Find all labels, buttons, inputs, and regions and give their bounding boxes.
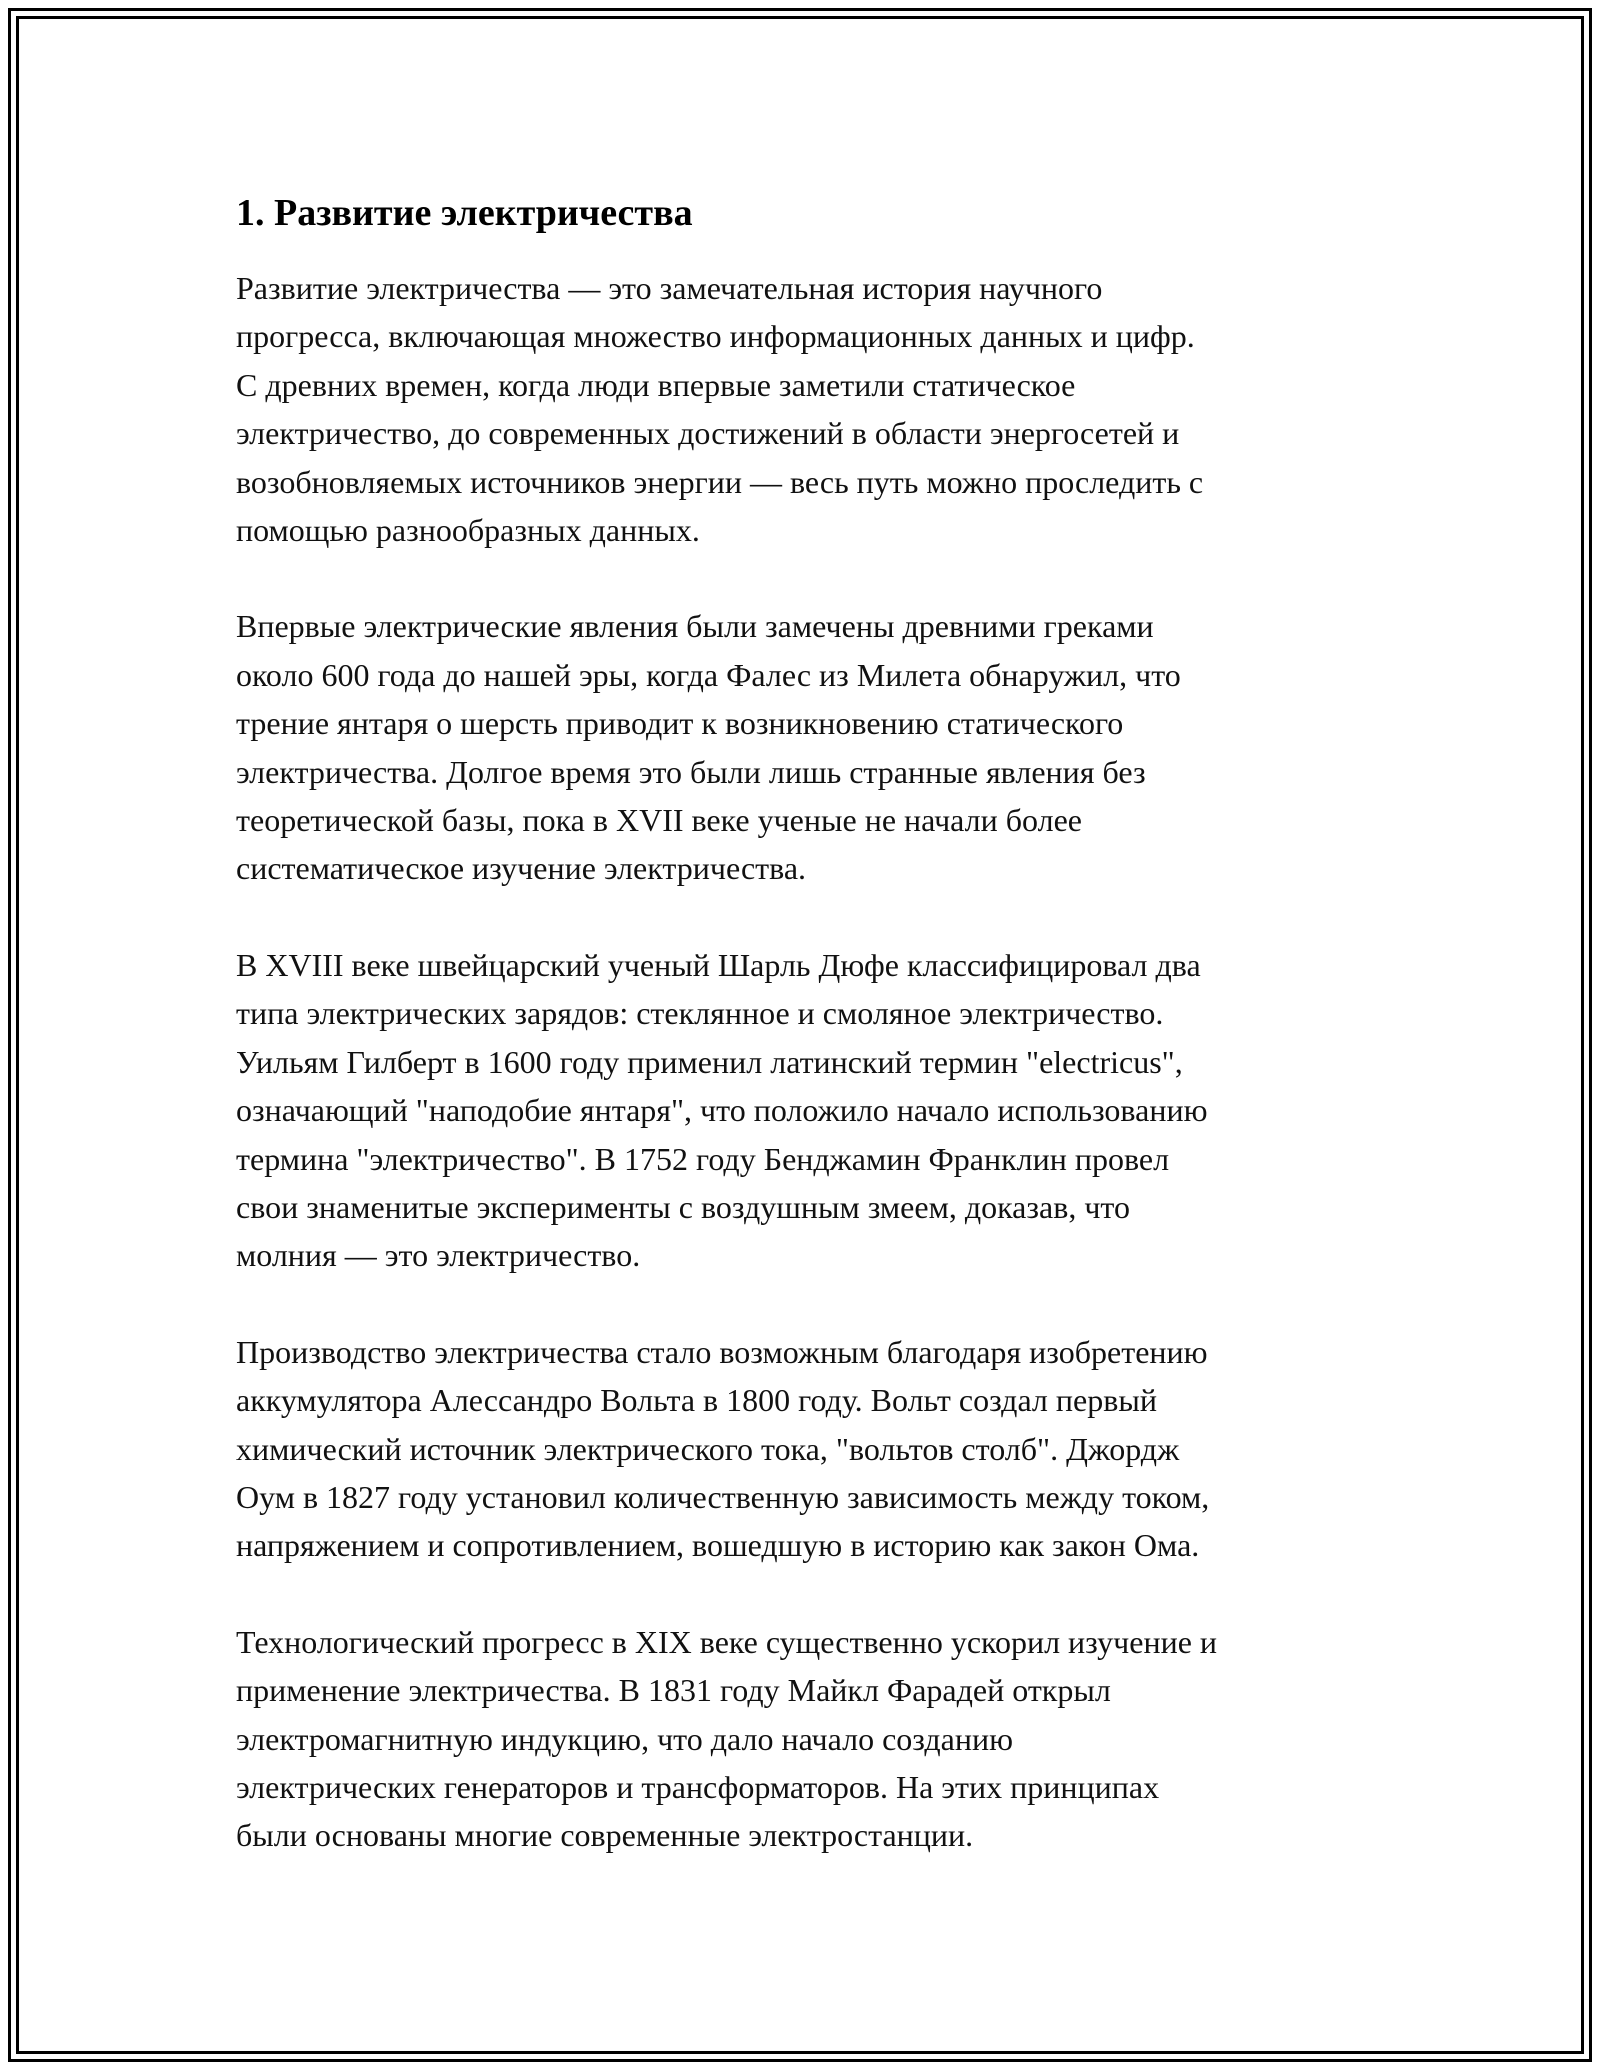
document-body xyxy=(236,190,1366,1860)
paragraph-ancient-greece: Впервые электрические явления были замечены древними греками около 600 года до нашей эры, когда Фалес из Милета обнаружил, что трение янтаря о шерсть приводит к возникновению статического электричества. Долгое время это были лишь странные явления без теоретической базы, пока в XVII веке ученые не начали более систематическое изучение электричества. xyxy=(236,608,1181,887)
section-heading: 1. Развитие электричества xyxy=(236,192,693,234)
paragraph-volta-ohm: Производство электричества стало возможным благодаря изобретению аккумулятора Алессандро Вольта в 1800 году. Вольт создал первый химический источник электрического тока, "вольтов столб". Джордж Оум в 1827 году установил количественную зависимость между током, напряжением и сопротивлением, вошедшую в историю как закон Ома. xyxy=(236,1333,1210,1564)
paragraph-eighteenth-century: В XVIII веке швейцарский ученый Шарль Дюфе классифицировал два типа электрических зарядов: стеклянное и смоляное электричество. Уильям Гилберт в 1600 году применил латинский термин "electricus", означающий "наподобие янтаря", что положило начало использованию термина "электричество". В 1752 году Бенджамин Франклин провел свои знаменитые эксперименты с воздушным змеем, доказав, что молния — это электричество. xyxy=(236,946,1208,1274)
paragraph-introduction: Развитие электричества — это замечательная история научного прогресса, включающая множество информационных данных и цифр. С древних времен, когда люди впервые заметили статическое электричество, до современных достижений в области энергосетей и возобновляемых источников энергии — весь путь можно проследить с помощью разнообразных данных. xyxy=(236,270,1204,549)
paragraph-faraday: Технологический прогресс в XIX веке существенно ускорил изучение и применение электричества. В 1831 году Майкл Фарадей открыл электромагнитную индукцию, что дало начало созданию электрических генераторов и трансформаторов. На этих принципах были основаны многие современные электростанции. xyxy=(236,1623,1218,1854)
